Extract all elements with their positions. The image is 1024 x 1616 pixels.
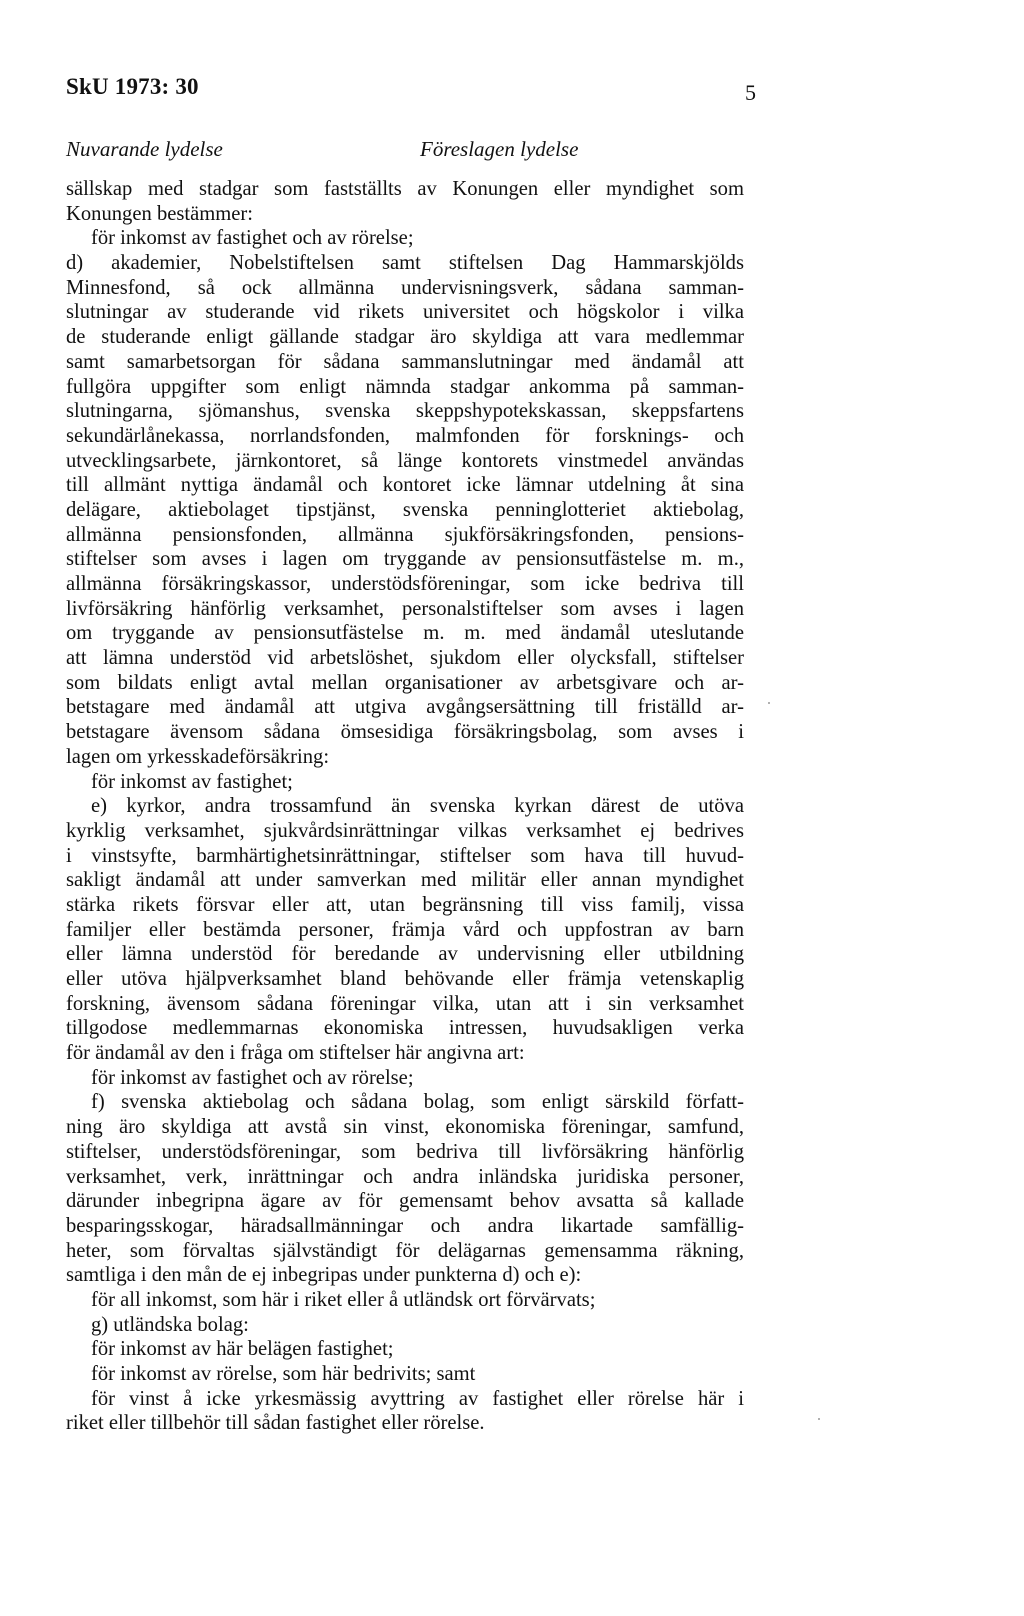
text-line: delägare, aktiebolaget tipstjänst, svenska penninglotteriet aktiebolag,: [66, 498, 744, 521]
text-line: Minnesfond, så ock allmänna undervisningsverk, sådana samman-: [66, 276, 744, 299]
text-line: slutningarna, sjömanshus, svenska skeppshypotekskassan, skeppsfartens: [66, 400, 744, 423]
text-line: som bildats enligt avtal mellan organisationer av arbetsgivare och ar-: [66, 671, 744, 694]
text-line: sakligt ändamål att under samverkan med militär eller annan myndighet: [66, 869, 744, 892]
text-line: familjer eller bestämda personer, främja vård och uppfostran av barn: [66, 918, 744, 941]
text-line: ning äro skyldiga att avstå sin vinst, ekonomiska föreningar, samfund,: [66, 1116, 744, 1139]
text-line: betstagare med ändamål att utgiva avgångsersättning till friställd ar-: [66, 696, 744, 719]
text-line: samtliga i den mån de ej inbegripas under punkterna d) och e):: [66, 1264, 582, 1287]
text-line: om tryggande av pensionsutfästelse m. m. med ändamål uteslutande: [66, 622, 744, 645]
text-line: e) kyrkor, andra trossamfund än svenska kyrkan därest de utöva: [91, 795, 744, 818]
document-code: SkU 1973: 30: [66, 74, 199, 99]
text-line: allmänna försäkringskassor, understödsföreningar, som icke bedriva till: [66, 573, 744, 595]
text-line: stiftelser, understödsföreningar, som bedriva till livförsäkring hänförlig: [66, 1140, 744, 1163]
text-line: för inkomst av fastighet och av rörelse;: [91, 227, 414, 250]
text-line: f) svenska aktiebolag och sådana bolag, som enligt särskild författ-: [91, 1091, 744, 1114]
text-line: därunder inbegripna ägare av för gemensamt behov avsatta så kallade: [66, 1190, 744, 1213]
text-line: d) akademier, Nobelstiftelsen samt stiftelsen Dag Hammarskjölds: [66, 252, 744, 275]
text-line: g) utländska bolag:: [91, 1313, 249, 1336]
text-line: de studerande enligt gällande stadgar äro skyldiga att vara medlemmar: [66, 326, 744, 349]
text-line: för inkomst av här belägen fastighet;: [91, 1338, 394, 1361]
text-line: eller utöva hjälpverksamhet bland behövande eller främja vetenskaplig: [66, 968, 744, 990]
text-line: sällskap med stadgar som fastställts av Konungen eller myndighet som: [66, 178, 744, 200]
text-line: verksamhet, verk, inrättningar och andra inländska juridiska personer,: [66, 1165, 744, 1188]
body-text: [66, 177, 744, 1436]
text-line: tillgodose medlemmarnas ekonomiska intressen, huvudsakligen verka: [66, 1017, 744, 1040]
text-line: eller lämna understöd för beredande av undervisning eller utbildning: [66, 943, 744, 966]
text-line: för ändamål av den i fråga om stiftelser här angivna art:: [66, 1042, 525, 1065]
text-line: heter, som förvaltas självständigt för delägarnas gemensamma räkning,: [66, 1239, 744, 1262]
text-line: betstagare ävensom sådana ömsesidiga försäkringsbolag, som avses i: [66, 721, 744, 744]
page-number: 5: [745, 80, 756, 105]
text-line: slutningar av studerande vid rikets universitet och högskolor i vilka: [66, 301, 744, 324]
text-line: samt samarbetsorgan för sådana sammanslutningar med ändamål att: [66, 350, 744, 373]
text-line: sekundärlånekassa, norrlandsfonden, malmfonden för forsknings- och: [66, 424, 744, 447]
text-line: utvecklingsarbete, järnkontoret, så länge kontorets vinstmedel användas: [66, 449, 744, 472]
text-line: stiftelser som avses i lagen om tryggande av pensionsutfästelse m. m.,: [66, 548, 744, 571]
text-line: besparingsskogar, häradsallmänningar och andra likartade samfällig-: [66, 1214, 744, 1237]
text-line: riket eller tillbehör till sådan fastighet eller rörelse.: [66, 1412, 485, 1435]
right-column-title: Föreslagen lydelse: [420, 137, 579, 161]
text-line: stärka rikets försvar eller att, utan begränsning till viss familj, vissa: [66, 893, 744, 916]
text-line: Konungen bestämmer:: [66, 202, 254, 225]
text-line: för inkomst av rörelse, som här bedrivits; samt: [91, 1363, 476, 1385]
scan-speck: [818, 1418, 820, 1420]
text-line: för all inkomst, som här i riket eller å utländsk ort förvärvats;: [91, 1288, 596, 1311]
text-line: till allmänt nyttiga ändamål och kontoret icke lämnar utdelning åt sina: [66, 474, 744, 497]
scan-speck: [768, 702, 770, 704]
text-line: kyrklig verksamhet, sjukvårdsinrättningar vilkas verksamhet ej bedrives: [66, 819, 744, 842]
text-line: för inkomst av fastighet;: [91, 770, 293, 793]
text-line: i vinstsyfte, barmhärtighetsinrättningar, stiftelser som hava till huvud-: [66, 844, 744, 867]
text-line: för inkomst av fastighet och av rörelse;: [91, 1066, 414, 1089]
text-line: att lämna understöd vid arbetslöshet, sjukdom eller olycksfall, stiftelser: [66, 647, 744, 670]
left-column-title: Nuvarande lydelse: [66, 137, 223, 161]
text-line: fullgöra uppgifter som enligt nämnda stadgar ankomma på samman-: [66, 375, 744, 398]
text-line: allmänna pensionsfonden, allmänna sjukförsäkringsfonden, pensions-: [66, 523, 744, 546]
text-line: lagen om yrkesskadeförsäkring:: [66, 745, 330, 768]
text-line: livförsäkring hänförlig verksamhet, personalstiftelser som avses i lagen: [66, 597, 744, 620]
text-line: forskning, ävensom sådana föreningar vilka, utan att i sin verksamhet: [66, 992, 744, 1015]
text-line: för vinst å icke yrkesmässig avyttring av fastighet eller rörelse här i: [91, 1387, 744, 1410]
